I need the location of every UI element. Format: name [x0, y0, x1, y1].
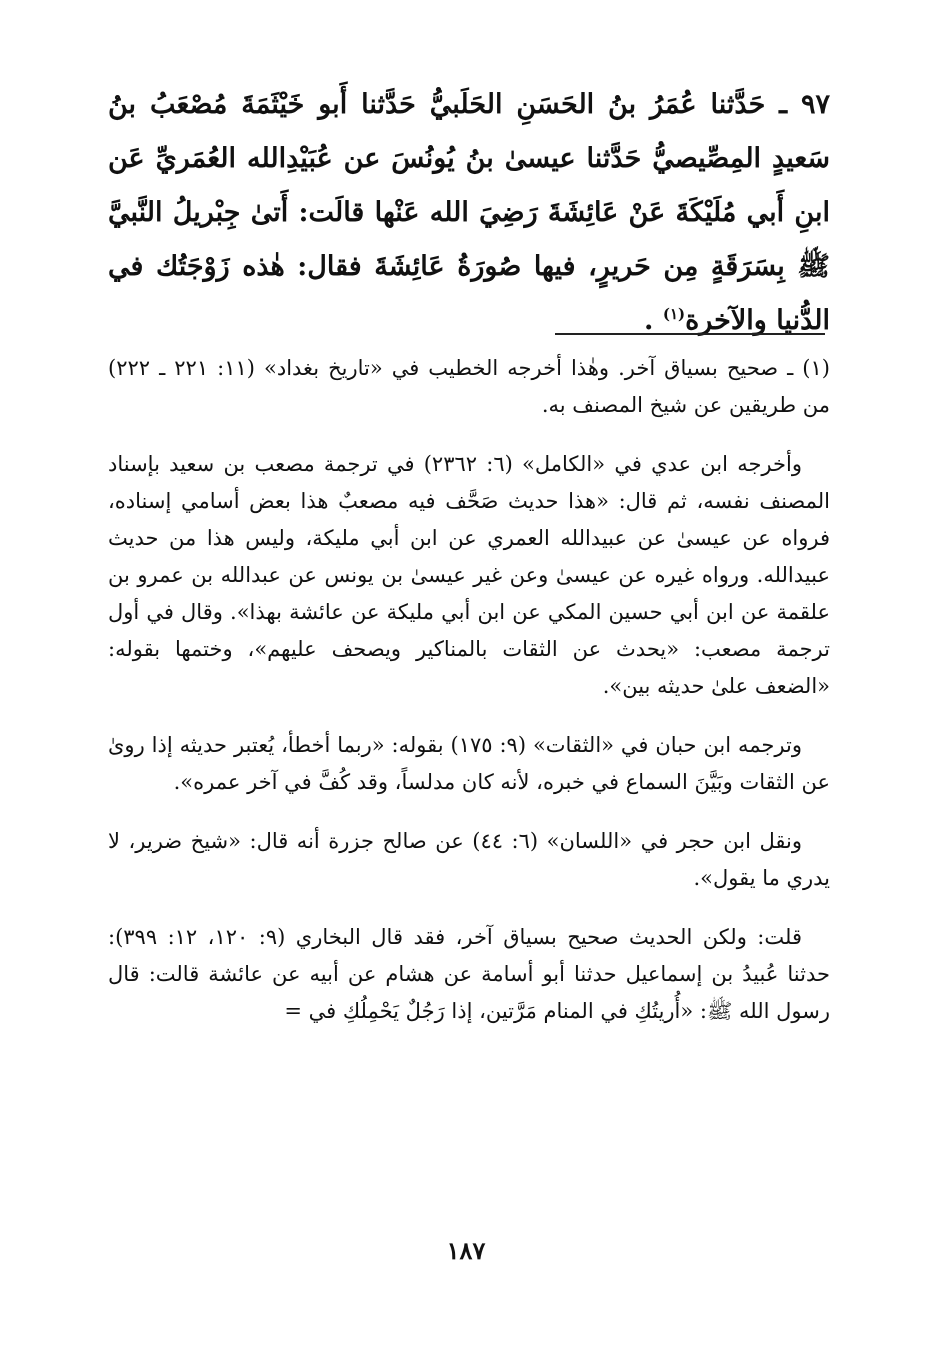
footnote-paragraph-3: وترجمه ابن حبان في «الثقات» (٩: ١٧٥) بقوله: «ربما أخطأ، يُعتبر حديثه إذا روىٰ عن الثقات وبَيَّنَ السماع في خبره، لأنه كان مدلساً، وقد كُفَّ في آخر عمره».	[108, 733, 830, 794]
hadith-body: ٩٧ ـ حَدَّثنا عُمَرُ بنُ الحَسَنِ الحَلَبيُّ حَدَّثنا أَبو خَيْثَمَةَ مُصْعَبُ بنُ سَعيدٍ المِصِّيصيُّ حَدَّثنا عيسىٰ بنُ يُونُسَ عن عُبَيْدِالله العُمَريِّ عَن ابنِ أَبي مُلَيْكَةَ عَنْ عَائِشَةَ رَضِيَ الله عَنْها قالَت: أَتىٰ جِبْريلُ النَّبيَّ ﷺ بِسَرَقَةٍ مِن حَريرٍ، فيها صُورَةُ عَائِشَةَ فقال: هٰذه زَوْجَتُك في الدُّنيا والآخرة	[108, 89, 830, 336]
footnote-paragraph-1: (١) ـ صحيح بسياق آخر. وهٰذا أخرجه الخطيب في «تاريخ بغداد» (١١: ٢٢١ ـ ٢٢٢) من طريقين عن شيخ المصنف به.	[108, 356, 830, 417]
main-text-block	[108, 78, 830, 348]
footnote-paragraph-4: ونقل ابن حجر في «اللسان» (٦: ٤٤) عن صالح جزرة أنه قال: «شيخ ضرير، لا يدري ما يقول».	[108, 829, 830, 890]
footnote-paragraph-5: قلت: ولكن الحديث صحيح بسياق آخر، فقد قال البخاري (٩: ١٢٠، ١٢: ٣٩٩): حدثنا عُبيدُ بن إسماعيل حدثنا أبو أسامة عن هشام عن أبيه عن عائشة قالت: قال رسول الله ﷺ: «أُريتُكِ في المنام مَرَّتين، إذا رَجُلٌ يَحْمِلُكِ في =	[108, 925, 830, 1023]
footnotes-block	[108, 350, 830, 1052]
hadith-end-punct: .	[644, 305, 654, 336]
footnote-separator	[555, 333, 825, 335]
page-number: ١٨٧	[446, 1236, 486, 1265]
footnote-marker: (١)	[662, 305, 686, 323]
hadith-text	[108, 78, 830, 348]
footnote-paragraph-2: وأخرجه ابن عدي في «الكامل» (٦: ٢٣٦٢) في ترجمة مصعب بن سعيد بإسناد المصنف نفسه، ثم قال: «هذا حديث صَحَّف فيه مصعبٌ هذا بعض أسامي إسناده، فرواه عن عيسىٰ عن عبيدالله العمري عن ابن أبي مليكة، وليس هذا من حديث عبيدالله. ورواه غيره عن عيسىٰ وعن غير عيسىٰ بن يونس عن عبدالله بن عمرو بن علقمة عن ابن أبي حسين المكي عن ابن أبي مليكة عن عائشة بهذا». وقال في أول ترجمة مصعب: «يحدث عن الثقات بالمناكير ويصحف عليهم»، وختمها بقوله: «الضعف علىٰ حديثه بين».	[108, 452, 830, 698]
